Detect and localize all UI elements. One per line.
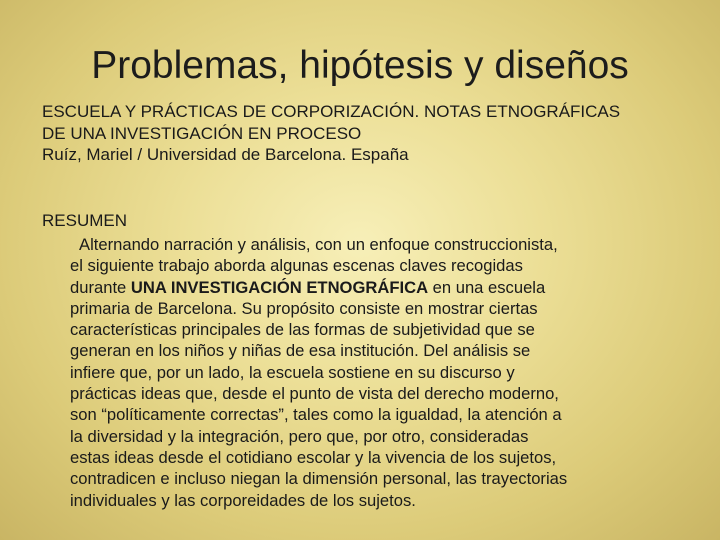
abstract-body	[70, 234, 685, 511]
abstract-line: generan en los niños y niñas de esa institución. Del análisis se	[70, 341, 531, 361]
author-affiliation: Ruíz, Mariel / Universidad de Barcelona. España	[42, 145, 409, 164]
abstract-line: prácticas ideas que, desde el punto de vista del derecho moderno,	[70, 384, 559, 404]
emphasis-text: UNA INVESTIGACIÓN ETNOGRÁFICA	[130, 277, 429, 297]
paper-title-line-2: DE UNA INVESTIGACIÓN EN PROCESO	[42, 123, 362, 143]
abstract-line	[70, 277, 685, 298]
abstract-line: el siguiente trabajo aborda algunas escenas claves recogidas	[70, 256, 523, 276]
abstract-line: características principales de las formas de subjetividad que se	[70, 320, 535, 340]
slide-title: Problemas, hipótesis y diseños	[91, 44, 629, 87]
abstract-line: son “políticamente correctas”, tales como la igualdad, la atención a	[70, 405, 562, 425]
abstract-line: infiere que, por un lado, la escuela sostiene en su discurso y	[70, 362, 515, 382]
paper-title-line-1: ESCUELA Y PRÁCTICAS DE CORPORIZACIÓN. NOTAS ETNOGRÁFICAS	[42, 102, 621, 121]
abstract-line: primaria de Barcelona. Su propósito consiste en mostrar ciertas	[70, 298, 538, 318]
abstract-line: estas ideas desde el cotidiano escolar y la vivencia de los sujetos,	[70, 447, 557, 467]
abstract-heading: RESUMEN	[42, 211, 128, 230]
abstract-text: durante	[70, 277, 131, 297]
paper-header	[42, 101, 692, 166]
abstract-text: en una escuela	[428, 277, 546, 297]
abstract-line: individuales y las corporeidades de los sujetos.	[70, 490, 416, 510]
abstract-line: contradicen e incluso niegan la dimensión personal, las trayectorias	[70, 469, 568, 489]
abstract-line: Alternando narración y análisis, con un enfoque construccionista,	[79, 235, 558, 254]
abstract-line: la diversidad y la integración, pero que, por otro, consideradas	[70, 426, 529, 446]
